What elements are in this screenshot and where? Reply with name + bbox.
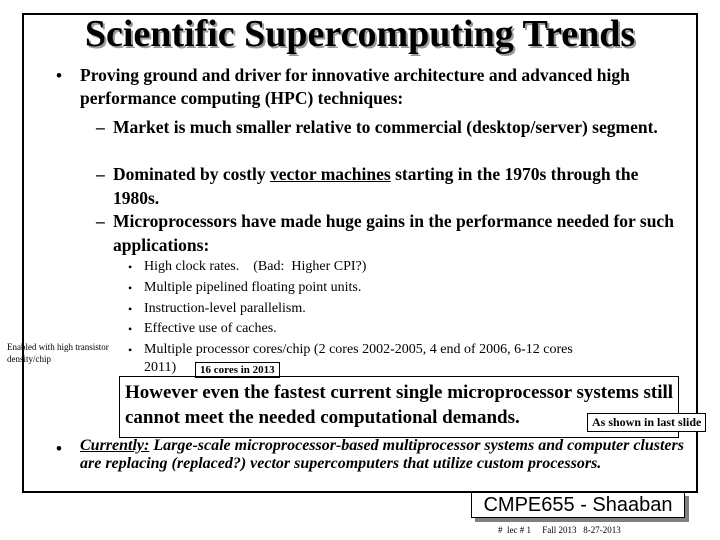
footer-course-label: CMPE655 - Shaaban	[471, 492, 685, 518]
bullet-marker: •	[56, 439, 62, 458]
sub-bullet-2	[113, 163, 688, 210]
last-slide-box: As shown in last slide	[587, 413, 706, 432]
level3-item: Multiple processor cores/chip (2 cores 2002-2005, 4 end of 2006, 6-12 cores	[144, 342, 573, 357]
dash-marker: –	[96, 164, 105, 184]
footer-lecture-info: # lec # 1 Fall 2013 8-27-2013	[498, 525, 621, 535]
level3-marker: •	[128, 281, 133, 295]
sub-bullet-2-post: starting in the 1970s through the 1980s.	[113, 164, 639, 208]
dash-marker: –	[96, 117, 105, 137]
highlight-text: However even the fastest current single microprocessor systems still cannot meet the needed computational demands.	[125, 382, 674, 428]
bullet-2-text	[80, 437, 685, 473]
level3-marker: •	[128, 302, 133, 316]
level3-item: Effective use of caches.	[144, 321, 277, 336]
cores-2013-box: 16 cores in 2013	[195, 362, 280, 378]
level3-marker: •	[128, 322, 133, 336]
side-note: Enabled with high transistor density/chip	[7, 342, 109, 364]
sub-bullet-3: Microprocessors have made huge gains in the performance needed for such applications:	[113, 211, 674, 255]
vector-machines-text: vector machines	[270, 164, 391, 184]
currently-label: Currently:	[80, 437, 150, 454]
level3-marker: •	[128, 260, 133, 274]
level3-item-continued: 2011)	[144, 360, 177, 375]
level3-marker: •	[128, 343, 133, 357]
sub-bullet-1: Market is much smaller relative to commercial (desktop/server) segment.	[113, 117, 658, 137]
level3-item: Multiple pipelined floating point units.	[144, 280, 362, 295]
sub-bullet-2-pre: Dominated by costly	[113, 164, 271, 184]
bullet-marker: •	[56, 66, 62, 85]
level3-item: High clock rates. (Bad: Higher CPI?)	[144, 259, 367, 274]
bullet-1-text: Proving ground and driver for innovative architecture and advanced high performance computing (HPC) techniques:	[80, 65, 630, 108]
level3-item: Instruction-level parallelism.	[144, 301, 306, 316]
footer-box	[471, 492, 689, 522]
slide-title: Scientific Supercomputing Trends	[84, 13, 636, 55]
bullet-2-rest: Large-scale microprocessor-based multiprocessor systems and computer clusters are replacing (replaced?) vector supercomputers that utilize custom processors.	[80, 437, 684, 472]
dash-marker: –	[96, 211, 105, 231]
